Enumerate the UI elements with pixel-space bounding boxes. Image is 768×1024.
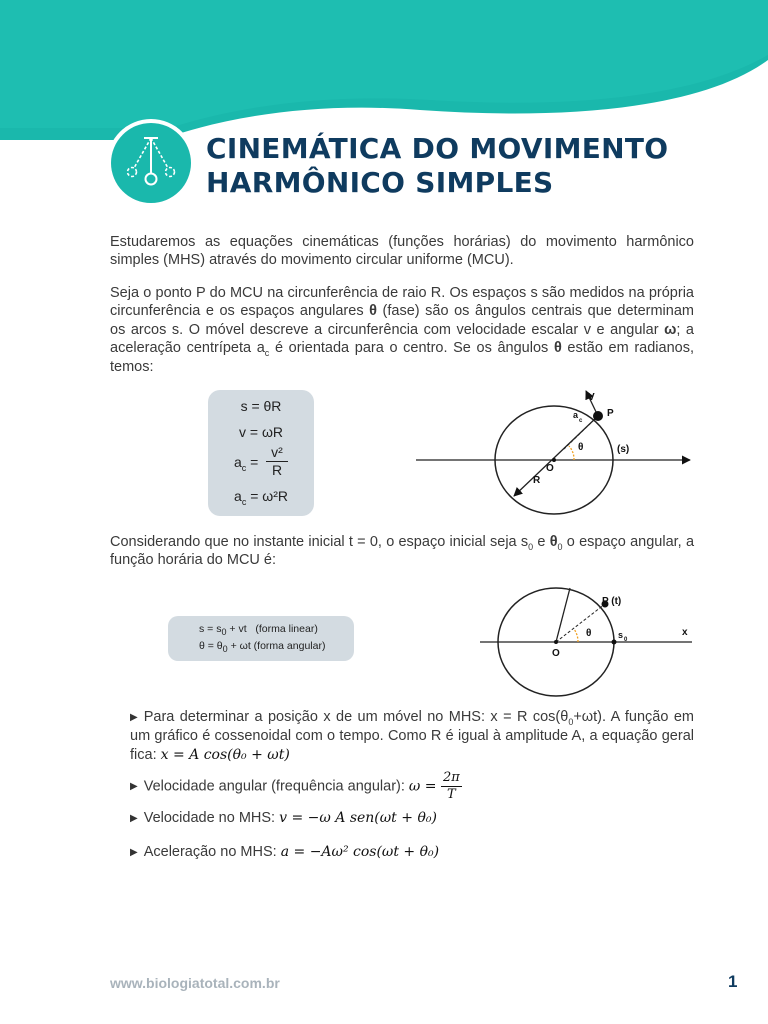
subscript: 0 xyxy=(221,627,227,638)
equation-velocity: v = −ω A sen(ωt + θ₀) xyxy=(279,810,437,826)
title-line-1: CINEMÁTICA DO MOVIMENTO xyxy=(206,132,669,165)
bullet-triangle-icon: ▶ xyxy=(130,813,138,824)
text-span: +ωt). A função em um gráfico é cossenoidal com o tempo. Como R é igual à amplitude A, a equação geral fica: xyxy=(130,709,694,763)
formula-s: s = θR xyxy=(240,398,282,414)
formula-linear xyxy=(199,623,318,638)
point-s0 xyxy=(612,640,617,645)
formula-box xyxy=(208,390,314,516)
equation-acceleration: a = −Aω² cos(ωt + θ₀) xyxy=(280,844,440,860)
theta-arc xyxy=(574,629,578,642)
label-v: V xyxy=(588,392,595,403)
formula-ac-omega xyxy=(208,488,314,507)
mcu-diagram xyxy=(416,386,696,516)
text-span: = xyxy=(246,454,259,470)
text-span: Seja o ponto P do MCU na circunferência de raio R. Os espaços s são medidos na própria circunferência e os espaços angulares xyxy=(110,285,694,320)
subscript: 0 xyxy=(222,644,228,655)
title-line-2: HARMÔNICO SIMPLES xyxy=(206,166,554,199)
text-span: Para determinar a posição x de um móvel no MHS: x = R cos(θ xyxy=(143,709,569,725)
bullet-position xyxy=(130,708,694,764)
text-span: o espaço angular, a função horária do MCU é: xyxy=(110,534,695,569)
omega-symbol: ω xyxy=(664,321,677,338)
bullet-angular-velocity xyxy=(130,770,694,803)
text-span: é orientada para o centro. Se os ângulos xyxy=(269,340,554,357)
fraction-numerator: v² xyxy=(266,444,288,462)
radius-to-p xyxy=(556,604,605,642)
label-r: R xyxy=(533,475,541,486)
intro-paragraph: Estudaremos as equações cinemáticas (funções horárias) do movimento harmônico simples (MHS) através do movimento circular uniforme (MCU). xyxy=(110,234,694,269)
fraction-denominator: R xyxy=(271,462,283,478)
center-point xyxy=(552,458,556,462)
page-number: 1 xyxy=(728,972,738,991)
fraction-denominator: T xyxy=(447,787,456,802)
label-theta: θ xyxy=(578,442,584,453)
text-span: ; a aceleração centrípeta a xyxy=(110,321,694,357)
equation-omega-lhs: ω = xyxy=(408,778,441,795)
subscript: c xyxy=(241,462,247,473)
bullet-triangle-icon: ▶ xyxy=(130,781,138,793)
text-span: estão em radianos, temos: xyxy=(110,340,694,375)
text-span: Velocidade no MHS: xyxy=(143,810,280,826)
label-s0: s xyxy=(618,630,624,640)
text-span: a xyxy=(234,454,242,470)
pendulum-icon xyxy=(106,118,196,208)
subscript: 0 xyxy=(557,541,563,552)
bullet-triangle-icon: ▶ xyxy=(130,712,138,723)
equation-position: x = A cos(θ₀ + ωt) xyxy=(160,746,290,763)
theta-symbol: θ xyxy=(549,534,558,550)
formula-note: (forma linear) xyxy=(255,623,318,635)
subscript: c xyxy=(264,348,270,359)
footer-website-link[interactable]: www.biologiatotal.com.br xyxy=(110,975,280,991)
label-ac: a xyxy=(573,410,579,420)
text-span: a xyxy=(234,488,242,504)
point-p xyxy=(593,411,603,421)
label-p: P xyxy=(607,408,614,419)
mcu-paragraph xyxy=(110,284,694,376)
text-span: + vt xyxy=(226,623,247,635)
initial-conditions-paragraph xyxy=(110,533,694,570)
label-ac-sub: c xyxy=(579,418,583,424)
text-span: Considerando que no instante inicial t = 0, o espaço inicial seja s xyxy=(110,534,529,550)
text-span: Velocidade angular (frequência angular): xyxy=(143,778,409,795)
page-title xyxy=(206,132,668,200)
subscript: 0 xyxy=(528,541,534,552)
text-span: + ωt (forma angular) xyxy=(227,640,326,652)
bullet-triangle-icon: ▶ xyxy=(130,847,138,858)
bullet-acceleration xyxy=(130,844,694,860)
fraction-ac xyxy=(266,444,288,479)
label-s: (s) xyxy=(617,444,630,455)
text-span: s = s xyxy=(199,623,222,635)
label-s0-sub: 0 xyxy=(624,637,628,643)
center-point xyxy=(554,640,558,644)
theta-symbol: θ xyxy=(369,303,377,320)
text-span: θ = θ xyxy=(199,640,223,652)
theta-symbol: θ xyxy=(553,340,562,357)
label-p-t: P (t) xyxy=(602,596,622,607)
formula-angular xyxy=(199,640,326,655)
mcu-formula-box xyxy=(168,616,354,661)
theta-arc xyxy=(569,446,574,460)
subscript: c xyxy=(241,496,247,507)
fraction-numerator: 2π xyxy=(442,770,460,785)
label-x: x xyxy=(682,627,688,638)
bullet-velocity xyxy=(130,810,694,826)
fraction-2pi-t xyxy=(441,770,462,803)
text-span: Aceleração no MHS: xyxy=(143,844,281,860)
subscript: 0 xyxy=(568,716,574,727)
formula-ac-lhs xyxy=(234,454,259,473)
text-span: = ω²R xyxy=(246,488,288,504)
text-span: e xyxy=(533,534,550,550)
label-o: O xyxy=(546,463,554,474)
label-o: O xyxy=(552,648,560,659)
label-theta: θ xyxy=(586,628,592,639)
initial-radius xyxy=(556,588,570,642)
formula-v: v = ωR xyxy=(239,424,283,440)
mcu-initial-diagram xyxy=(480,580,694,700)
text-span: (fase) são os ângulos centrais que determinam os arcos s. O móvel descreve a circunferência com velocidade escalar v e angular xyxy=(110,303,694,338)
